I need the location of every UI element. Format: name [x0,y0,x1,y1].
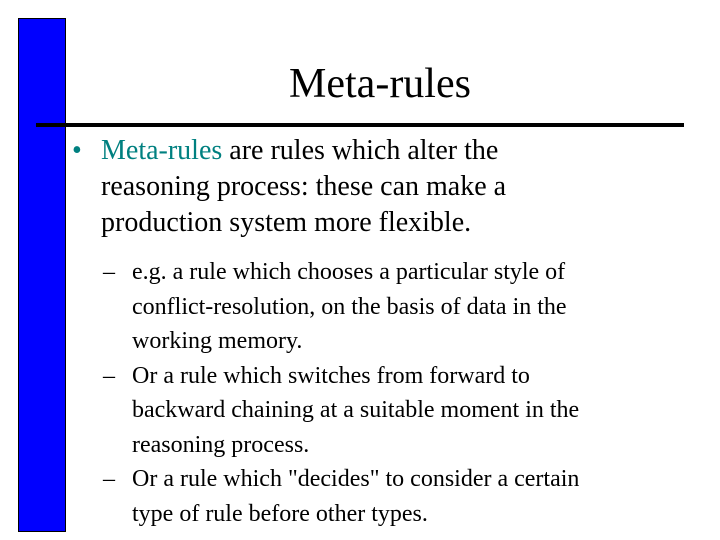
sub-bullet-3-line-2: type of rule before other types. [132,500,428,527]
highlighted-term: Meta-rules [101,135,223,166]
main-bullet-line-1 [101,133,692,169]
sub-bullet-2-line-3: reasoning process. [132,431,310,458]
slide-title: Meta-rules [289,61,471,107]
sub-bullet-1-line-1: e.g. a rule which chooses a particular style of [132,259,566,285]
sub-bullet-1 [103,255,703,359]
main-bullet [72,133,692,241]
main-bullet-line-3: production system more flexible. [101,207,472,238]
sub-bullet-1-line-3: working memory. [132,328,303,354]
sub-bullet-2 [103,359,703,463]
bullet-marker: • [72,135,82,166]
title-divider [36,123,684,127]
sub-bullet-marker: – [103,362,115,389]
main-bullet-text [101,133,692,241]
sub-bullet-2-line-1: Or a rule which switches from forward to [132,362,530,389]
sub-bullet-3-line-1: Or a rule which "decides" to consider a certain [132,466,580,492]
sub-bullet-2-line-2: backward chaining at a suitable moment in the [132,397,580,423]
sub-bullet-list [103,255,703,531]
sub-bullet-marker: – [103,466,115,492]
sub-bullet-1-line-2: conflict-resolution, on the basis of data in the [132,293,567,320]
sub-bullet-marker: – [103,259,115,285]
main-bullet-line-2: reasoning process: these can make a [101,171,507,202]
main-bullet-line-1-rest: are rules which alter the [222,135,499,166]
sub-bullet-3 [103,462,703,531]
slide-side-bar [18,18,66,532]
